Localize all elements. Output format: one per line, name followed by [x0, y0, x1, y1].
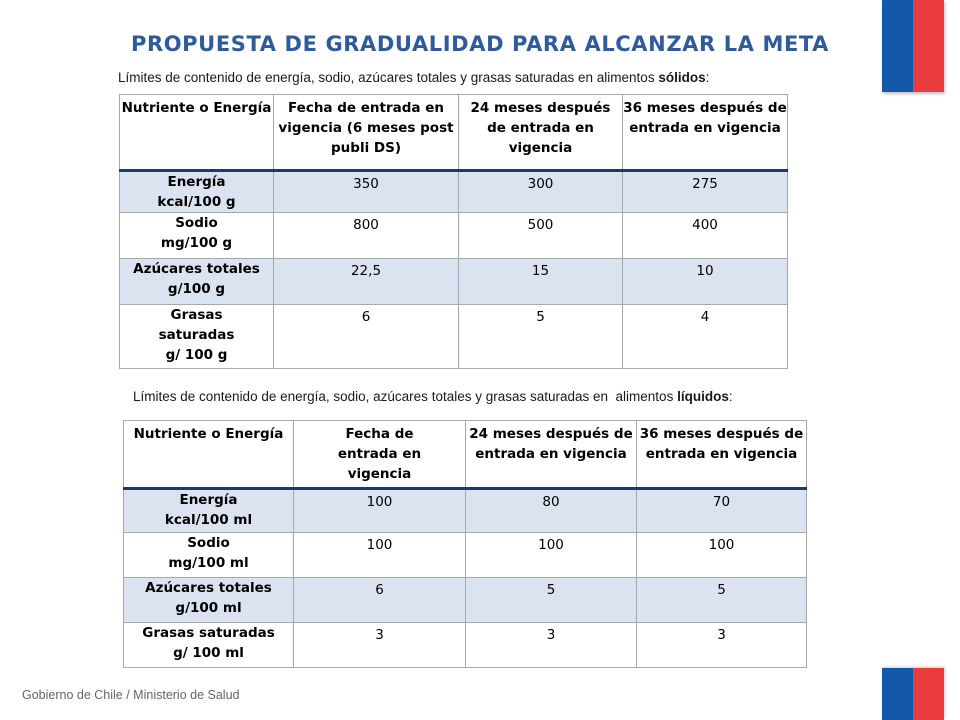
nutrient-unit: mg/100 ml: [168, 555, 249, 571]
value-cell: 4: [623, 305, 788, 369]
value-cell: 100: [466, 533, 637, 578]
liquid-header-nutrient: Nutriente o Energía: [124, 421, 294, 489]
nutrient-name: Energía: [179, 492, 238, 508]
value-cell: 10: [623, 259, 788, 305]
value-cell: 300: [459, 171, 623, 213]
value-cell: 500: [459, 213, 623, 259]
solid-header-24m: 24 meses después de entrada en vigencia: [459, 95, 623, 171]
page-title: PROPUESTA DE GRADUALIDAD PARA ALCANZAR LA META: [130, 32, 830, 56]
nutrient-name: Sodio: [175, 215, 218, 231]
nutrient-unit: g/100 ml: [175, 600, 242, 616]
nutrient-unit: g/ 100 g: [165, 347, 228, 363]
solid-caption-bold: sólidos: [658, 70, 706, 85]
liquid-table-caption: [133, 389, 733, 404]
solid-caption-text: Límites de contenido de energía, sodio, azúcares totales y grasas saturadas en alimentos: [118, 70, 659, 85]
footer-ministry: Gobierno de Chile / Ministerio de Salud: [22, 688, 240, 702]
value-cell: 800: [274, 213, 459, 259]
nutrient-unit: mg/100 g: [160, 235, 233, 251]
solid-header-nutrient: Nutriente o Energía: [120, 95, 274, 171]
value-cell: 6: [294, 578, 466, 623]
liquid-header-36m: 36 meses después de entrada en vigencia: [637, 421, 807, 489]
liquid-caption-text: Límites de contenido de energía, sodio, azúcares totales y grasas saturadas en alimentos: [133, 389, 678, 404]
nutrient-unit: g/ 100 ml: [173, 645, 244, 661]
chile-flag-stripe-bottom: [882, 668, 944, 720]
nutrient-unit: kcal/100 g: [157, 194, 236, 210]
row-label: [124, 489, 294, 533]
value-cell: 5: [637, 578, 807, 623]
table-row: [124, 533, 807, 578]
value-cell: 15: [459, 259, 623, 305]
solid-caption-suffix: :: [705, 70, 710, 85]
value-cell: 100: [294, 533, 466, 578]
nutrient-name: Grasas saturadas: [158, 307, 235, 343]
table-row: [124, 489, 807, 533]
chile-flag-stripe-top: [882, 0, 944, 92]
table-row: [120, 305, 788, 369]
row-label: [124, 578, 294, 623]
value-cell: 3: [294, 623, 466, 668]
value-cell: 350: [274, 171, 459, 213]
solid-header-start: Fecha de entrada en vigencia (6 meses post publi DS): [274, 95, 459, 171]
nutrient-name: Azúcares totales: [133, 261, 260, 277]
row-label: [124, 623, 294, 668]
nutrient-name: Grasas saturadas: [142, 625, 275, 641]
value-cell: 100: [637, 533, 807, 578]
value-cell: 22,5: [274, 259, 459, 305]
liquid-header-24m: 24 meses después de entrada en vigencia: [466, 421, 637, 489]
nutrient-unit: kcal/100 ml: [164, 512, 253, 528]
nutrient-unit: g/100 g: [167, 281, 226, 297]
table-row: [120, 171, 788, 213]
nutrient-name: Energía: [167, 174, 226, 190]
solid-header-36m: 36 meses después de entrada en vigencia: [623, 95, 788, 171]
liquid-caption-suffix: :: [728, 389, 733, 404]
value-cell: 6: [274, 305, 459, 369]
row-label: [124, 533, 294, 578]
row-label: [120, 259, 274, 305]
solid-foods-table: [119, 94, 788, 369]
row-label: [120, 171, 274, 213]
liquid-caption-bold: líquidos: [677, 389, 729, 404]
nutrient-name: Sodio: [187, 535, 230, 551]
value-cell: 70: [637, 489, 807, 533]
row-label: [120, 213, 274, 259]
value-cell: 275: [623, 171, 788, 213]
value-cell: 5: [459, 305, 623, 369]
value-cell: 400: [623, 213, 788, 259]
value-cell: 5: [466, 578, 637, 623]
table-row: [124, 578, 807, 623]
solid-table-caption: [118, 70, 709, 85]
value-cell: 3: [637, 623, 807, 668]
value-cell: 80: [466, 489, 637, 533]
nutrient-name: Azúcares totales: [145, 580, 272, 596]
table-row: [120, 213, 788, 259]
value-cell: 100: [294, 489, 466, 533]
liquid-header-start: Fecha de entrada en vigencia: [294, 421, 466, 489]
table-row: [124, 623, 807, 668]
liquid-foods-table: [123, 420, 807, 668]
value-cell: 3: [466, 623, 637, 668]
table-row: [120, 259, 788, 305]
row-label: [120, 305, 274, 369]
